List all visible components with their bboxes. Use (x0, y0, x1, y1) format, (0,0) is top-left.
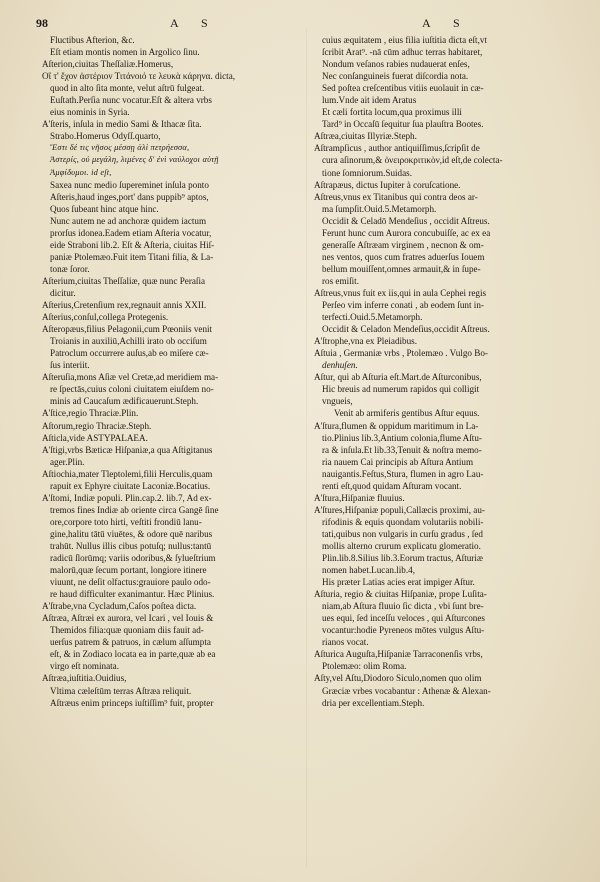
text-line: nes ventos, quos cum fratres aduerſus Iouem (322, 251, 485, 262)
text-line: Venit ab armiferis gentibus Aſtur equus. (334, 408, 480, 419)
text-line: Aſtrapæus, dictus Iupiter à coruſcatione. (314, 179, 461, 190)
text-line: ſcribit Arat⁹. -nā cūm adhuc terras habitaret, (322, 47, 483, 58)
text-line: virgo eſt nominata. (50, 661, 120, 672)
text-line: Plin.lib.8.Silius lib.3.Eorum tractus, Aſturiæ (322, 553, 483, 564)
text-line: quod in alto ſita monte, velut aſtrū fulgeat. (50, 83, 205, 94)
text-line: tati,quibus non vulgaris in curſu gradus , ſed (322, 528, 483, 539)
text-line: ra & inſula.Et lib.33,Tenuit & noſtra memo- (322, 444, 482, 455)
text-line: re haud difficulter exanimantur. Hæc Plinius. (50, 589, 215, 600)
text-line: trahūt. Nullus illis cibus potuſq; nullus:tantū (50, 540, 212, 551)
text-line: Ptolemæo: olim Roma. (322, 661, 407, 672)
text-line: niam,ab Aſtura fluuio ſic dicta , vbi ſunt bre- (322, 601, 484, 612)
text-line: ria nauem Cai principis ab Aſtura Antium (322, 456, 474, 467)
text-line: Euſtath.Perſia nunc vocatur.Eſt & altera vrbs (50, 95, 212, 106)
text-line: prorſus idonea.Eadem etiam Aſteria vocatur, (50, 227, 212, 238)
text-line: A'ſtrabe,vna Cycladum,Caſos poſtea dicta. (42, 601, 197, 612)
text-line: Aſtræa,iuſtitia.Ouidius, (42, 673, 127, 684)
text-line: Aſteropæus,filius Pelagonii,cum Pœoniis venit (42, 324, 213, 335)
text-line: Et cæli fortita locum,qua proximus illi (322, 107, 462, 118)
text-line: Quos ſubeant hinc atque hinc. (50, 203, 159, 214)
text-line: dicitur. (50, 287, 76, 298)
text-line: generaſſe Aſtræam virginem , necnon & om- (322, 239, 484, 250)
text-line: ma ſumpſit.Ouid.5.Metamorph. (322, 203, 437, 214)
text-line: denhuſen. (322, 360, 358, 371)
left-column (42, 34, 307, 709)
text-line: His præter Latias acies erat impiger Aſtur. (322, 577, 475, 588)
right-column (314, 34, 586, 709)
text-line: dria per excellentiam.Steph. (322, 697, 425, 708)
text-line: Hic breuis ad numerum rapidos qui colligit (322, 384, 480, 395)
text-line: Tard⁹ in Occaſū ſequitur ſua plauſtra Bootes. (322, 119, 484, 130)
text-line: Saxea nunc medio ſupereminet inſula ponto (50, 179, 209, 190)
text-line: paniæ Ptolemæo.Fuit item Titani filia, & La- (50, 251, 214, 262)
text-line: ſus interiit. (50, 360, 90, 371)
text-line: Eſt etiam montis nomen in Argolico ſinu. (50, 47, 200, 58)
text-line: Aſtrampſicus , author antiquiſſimus,ſcripſit de (314, 143, 480, 154)
text-line: Aſteruſia,mons Aſiæ vel Cretæ,ad meridiem ma- (42, 372, 219, 383)
text-line: nauigantis.Feſtus,Stura, flumen in agro Lau- (322, 468, 484, 479)
text-line: Ἔστι δέ τις νῆσος μέσσῃ ἁλὶ πετρήεσσα, (50, 143, 190, 153)
text-line: vngueis, (322, 396, 353, 407)
text-line: Nunc autem ne ad anchoræ quidem iactum (50, 215, 207, 226)
text-line: Aſturica Auguſta,Hiſpaniæ Tarraconenſis vrbs, (314, 649, 483, 660)
text-line: A'ſtomi, Indiæ populi. Plin.cap.2. lib.7, Ad ex- (42, 492, 212, 503)
text-line: Aſtreus,vnus fuit ex iis,qui in aula Cephei regis (314, 287, 487, 298)
text-line: A'ſtura,flumen & oppidum maritimum in La- (314, 420, 479, 431)
text-line: Fluctibus Afterion, &c. (50, 35, 135, 45)
text-line: A'ſteris, inſula in medio Sami & Ithacæ ſita. (42, 119, 202, 130)
text-line: Troianis in auxiliū,Achilli irato ob occiſum (50, 336, 207, 347)
text-line: A'ſtura,Hiſpaniæ fluuius. (314, 492, 405, 503)
text-line: Sed poſtea creſcentibus vitiis euolauit in cæ- (322, 83, 484, 94)
text-line: Nec conſanguineis fuerat diſcordia nota. (322, 71, 469, 82)
text-line: tonæ ſoror. (50, 263, 90, 274)
text-line: Aſtur, qui ab Aſturia eſt.Mart.de Aſturconibus, (314, 372, 482, 383)
text-line: A'ſtice,regio Thraciæ.Plin. (42, 408, 139, 419)
text-line: eſt, & in Zodiaco locata ea in parte,quæ ab ea (50, 649, 216, 660)
left-running-head: A S (170, 16, 218, 30)
text-line: Aſty,vel Aſtu,Diodoro Siculo,nomen quo olim (314, 673, 482, 684)
text-line: Οἵ τ' ἔχον ἀστέριον Τιτάνοιό τε λευκὰ κάρηνα. dicta, (42, 71, 236, 82)
text-line: eius nominis in Syria. (50, 107, 130, 118)
text-line: vocantur:hodie Pyreneos mōtes vulgus Aſtu- (322, 625, 485, 636)
text-line: Aſtræa, Aſtræi ex aurora, vel Icari , vel Iouis & (42, 613, 214, 624)
text-line: Strabo.Homerus Odyſſ.quarto, (50, 131, 161, 142)
text-line: radicū ſlorūmq; variis odoribus,& ſylueſtrium (50, 553, 216, 564)
text-line: terfecti.Ouid.5.Metamorph. (322, 312, 423, 323)
text-line: Occidit & Celadon Mendeſius,occidit Aſtreus. (322, 324, 490, 335)
page-number: 98 (36, 16, 48, 30)
page-header (0, 16, 600, 36)
text-line: A'ſtrophe,vna ex Pleiadibus. (314, 336, 418, 347)
text-line: Themidos filia:quæ quoniam diis fauit ad- (50, 625, 204, 636)
text-line: rianos vocat. (322, 637, 369, 648)
text-line: eide Straboni lib.2. Eſt & Aſteria, ciuitas Hiſ- (50, 239, 215, 250)
text-line: Græciæ vrbes vocabantur : Athenæ & Alexan- (322, 685, 491, 696)
text-line: minis ad Caucaſum ædificauerunt.Steph. (50, 396, 199, 407)
text-line: Nondum veſanos rabies nudauerat enſes, (322, 59, 470, 70)
text-line: Aſturia, regio & ciuitas Hiſpaniæ, prope Luſita- (314, 589, 487, 600)
text-line: nomen habet.Lucan.lib.4, (322, 565, 415, 576)
text-line: Occidit & Celadō Mendeſius , occidit Aſtreus. (322, 215, 490, 226)
text-line: Ferunt hunc cum Aurora concubuiſſe, ac ex ea (322, 227, 491, 238)
text-line: tremos fines Indiæ ab oriente circa Gangē ſine (50, 504, 219, 515)
text-line: Aſterius,Cretenſium rex,regnauit annis XXII. (42, 300, 207, 311)
text-line: malorū,quæ ſecum portant, longiore itinere (50, 565, 207, 576)
text-line: cuius æquitatem , eius filia iuſtitia dicta eſt,vt (322, 35, 487, 45)
text-line: Aſtorum,regio Thraciæ.Steph. (42, 420, 152, 431)
text-line: rapuit ex Ephyre ciuitate Laconiæ.Bocatius. (50, 480, 211, 491)
text-line: A'ſtigi,vrbs Bæticæ Hiſpaniæ,a qua Aſtigitanus (42, 444, 213, 455)
text-line: lum.Vnde ait idem Aratus (322, 95, 417, 106)
text-line: gine,halitu tātū viuētes, & odore quē naribus (50, 528, 213, 539)
text-line: uerſus patrem & patruos, in cælum aſſumpta (50, 637, 211, 648)
text-line: viuunt, ne deſit olfactus:grauiore paulo odo- (50, 577, 211, 588)
text-line: Aſterion,ciuitas Theſſaliæ.Homerus, (42, 59, 174, 70)
text-line: Patroclum occurrere auſus,ab eo miſere cæ- (50, 348, 209, 359)
text-line: Aſterius,conſul,collega Protegenis. (42, 312, 169, 323)
text-line: renti eſt,quod quidam Aſturam vocant. (322, 480, 462, 491)
right-running-head: A S (422, 16, 470, 30)
text-line: rifodinis & equis quondam volutariis nobili- (322, 516, 484, 527)
text-line: Aſtreus,vnus ex Titanibus qui contra deos ar- (314, 191, 478, 202)
text-line: ros emiſit. (322, 275, 360, 286)
text-line: Aſtræa,ciuitas Illyriæ.Steph. (314, 131, 417, 142)
text-line: tione ſomniorum.Suidas. (322, 167, 412, 178)
text-line: ues equi, ſed inceſſu veloces , qui Aſturcones (322, 613, 485, 624)
text-line: cura aſinorum,& ὀνειροκριτικὸν,id eſt,de colecta- (322, 155, 503, 166)
text-line: Perſeo vim inferre conati , ab eodem ſunt in- (322, 300, 484, 311)
text-line: Vltima cæleſtūm terras Aſtræa reliquit. (50, 685, 192, 696)
text-line: Ἀμφίδυμοι. id eſt, (50, 167, 112, 177)
text-line: Aſteris,haud inges,port' dans puppib⁹ aptos, (50, 191, 209, 202)
text-line: Ἀστερίς, οὐ μεγάλη, λιμένες δ' ἐνὶ ναύλοχοι αὐτῇ (50, 155, 219, 165)
text-line: re ſpectās,cuius coloni ciuitatem eiuſdem no- (50, 384, 214, 395)
text-line: Aſterium,ciuitas Theſſaliæ, quæ nunc Peraſia (42, 275, 206, 286)
text-line: tio.Plinius lib.3,Antium colonia,flume Aſtu- (322, 432, 482, 443)
text-line: Aſtiochia,mater Tleptolemi,filii Herculis,quam (42, 468, 213, 479)
text-line: ager.Plin. (50, 456, 85, 467)
text-line: Aſtræus enim princeps iuſtiſſim⁹ fuit, propter (50, 697, 214, 708)
text-line: Aſticla,vide ASTYPALAEA. (42, 432, 148, 443)
text-line: mollis alterno crurum explicatu glomeratio. (322, 540, 481, 551)
text-line: A'ſtures,Hiſpaniæ populi,Callæcis proximi, au- (314, 504, 485, 515)
text-line: bellum mouiſſent,omnes armauit,& in ſupe- (322, 263, 481, 274)
text-line: ore,corpore toto hirti, veſtiti frondiū lanu- (50, 516, 202, 527)
text-line: Aſtuia , Germaniæ vrbs , Ptolemæo . Vulgo Bo- (314, 348, 488, 359)
